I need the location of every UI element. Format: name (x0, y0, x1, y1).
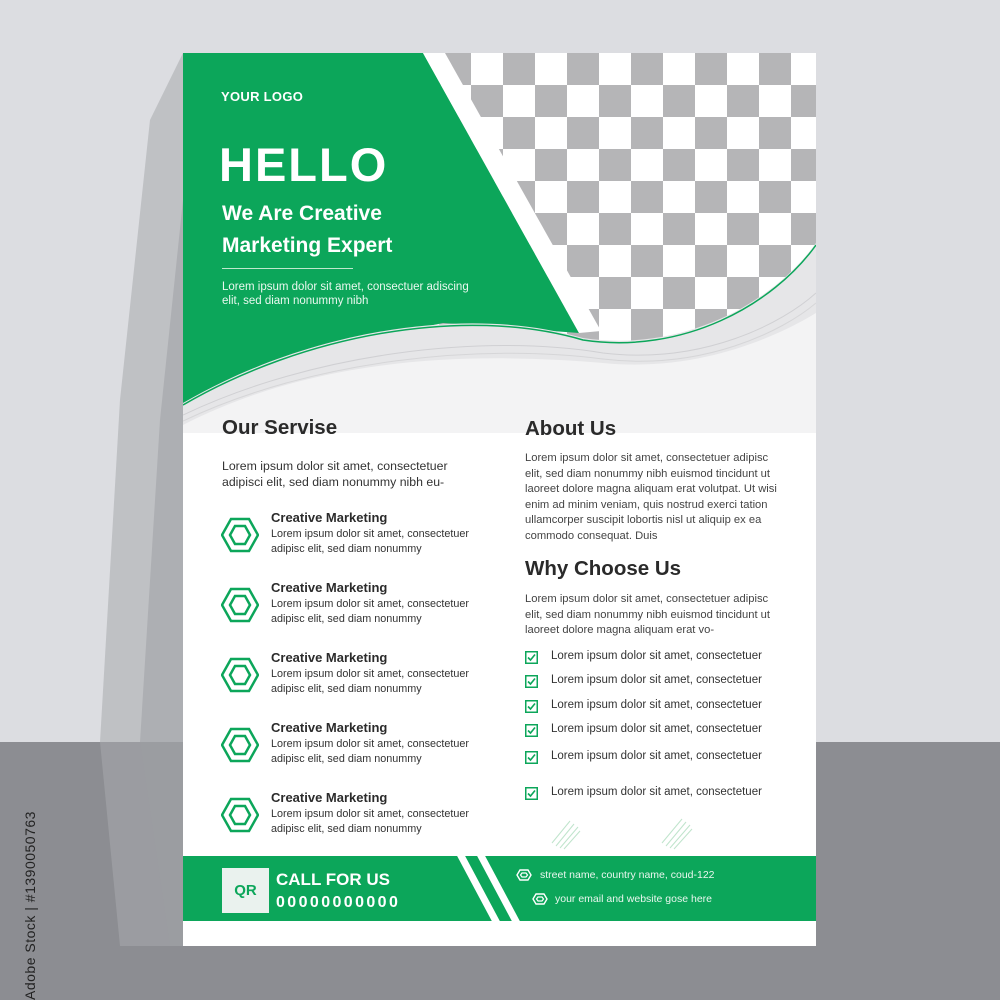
checkbox-checked-icon (525, 751, 538, 764)
checklist-item (525, 786, 795, 802)
decorative-hatch (548, 813, 708, 853)
checklist-text: Lorem ipsum dolor sit amet, consectetuer (551, 723, 762, 735)
stock-caption: Adobe Stock | #1390050763 (22, 811, 38, 1000)
headline: HELLO (219, 138, 389, 191)
service-text: Lorem ipsum dolor sit amet, consectetuer adipisc elit, sed diam nonummy (271, 598, 470, 625)
service-item (221, 720, 481, 778)
service-title: Creative Marketing (271, 650, 388, 665)
why-heading: Why Choose Us (525, 557, 682, 580)
phone-number: 00000000000 (276, 894, 401, 911)
checkbox-checked-icon (525, 724, 538, 737)
checklist-text: Lorem ipsum dolor sit amet, consectetuer (551, 786, 762, 798)
email-text: your email and website gose here (555, 893, 713, 905)
hexagon-icon (221, 586, 259, 624)
hexagon-icon (221, 726, 259, 764)
service-item (221, 790, 481, 848)
checklist-text: Lorem ipsum dolor sit amet, consectetuer (551, 650, 762, 662)
checklist-item (525, 674, 795, 690)
address-text: street name, country name, coud-122 (540, 869, 715, 881)
checklist-text: Lorem ipsum dolor sit amet, consectetuer (551, 699, 762, 711)
service-item (221, 580, 481, 638)
service-title: Creative Marketing (271, 790, 388, 805)
checklist-item (525, 699, 795, 715)
checklist-item (525, 650, 795, 666)
flyer (183, 53, 816, 946)
service-item (221, 650, 481, 708)
checkbox-checked-icon (525, 675, 538, 688)
checklist-item (525, 750, 795, 766)
logo-text: YOUR LOGO (221, 89, 304, 104)
call-label: CALL FOR US (276, 870, 390, 889)
service-text: Lorem ipsum dolor sit amet, consectetuer adipisc elit, sed diam nonummy (271, 668, 470, 695)
checklist-text: Lorem ipsum dolor sit amet, consectetuer (551, 674, 762, 686)
service-title: Creative Marketing (271, 510, 388, 525)
about-text: Lorem ipsum dolor sit amet, consectetuer adipisc elit, sed diam nonummy nibh euismod tincidunt ut laoreet dolore magna aliquam erat volutpat. Ut wisi enim ad minim veniam, quis nostrud exerci tation ullamcorper suscipit lobortis nisl ut aliquip ex ea commodo consequat. Duis (525, 452, 777, 542)
checklist-item (525, 723, 795, 739)
checklist-text: Lorem ipsum dolor sit amet, consectetuer (551, 750, 762, 762)
about-heading: About Us (525, 417, 617, 440)
qr-code: QR (222, 868, 269, 913)
location-icon (516, 869, 532, 881)
services-heading: Our Servise (222, 416, 338, 439)
service-item (221, 510, 481, 568)
service-text: Lorem ipsum dolor sit amet, consectetuer adipisc elit, sed diam nonummy (271, 808, 470, 835)
hexagon-icon (221, 796, 259, 834)
tagline-line-1: We Are Creative (222, 202, 382, 225)
checkbox-checked-icon (525, 787, 538, 800)
footer-bar (183, 856, 816, 921)
tagline-line-2: Marketing Expert (222, 234, 393, 257)
hexagon-icon (221, 656, 259, 694)
hero-text: Lorem ipsum dolor sit amet, consectuer adiscing elit, sed diam nonummy nibh (222, 281, 469, 307)
hexagon-icon (221, 516, 259, 554)
service-title: Creative Marketing (271, 720, 388, 735)
diagonal-stripes (455, 852, 535, 927)
checkbox-checked-icon (525, 651, 538, 664)
divider (222, 268, 353, 269)
email-icon (532, 893, 548, 905)
why-text: Lorem ipsum dolor sit amet, consectetuer adipisc elit, sed diam nonummy nibh euismod tincidunt ut laoreet dolore magna aliquam erat vo- (525, 593, 771, 636)
services-intro: Lorem ipsum dolor sit amet, consectetuer adipisci elit, sed diam nonummy nibh eu- (222, 459, 448, 489)
service-text: Lorem ipsum dolor sit amet, consectetuer adipisc elit, sed diam nonummy (271, 738, 470, 765)
service-title: Creative Marketing (271, 580, 388, 595)
service-text: Lorem ipsum dolor sit amet, consectetuer adipisc elit, sed diam nonummy (271, 528, 470, 555)
checkbox-checked-icon (525, 700, 538, 713)
